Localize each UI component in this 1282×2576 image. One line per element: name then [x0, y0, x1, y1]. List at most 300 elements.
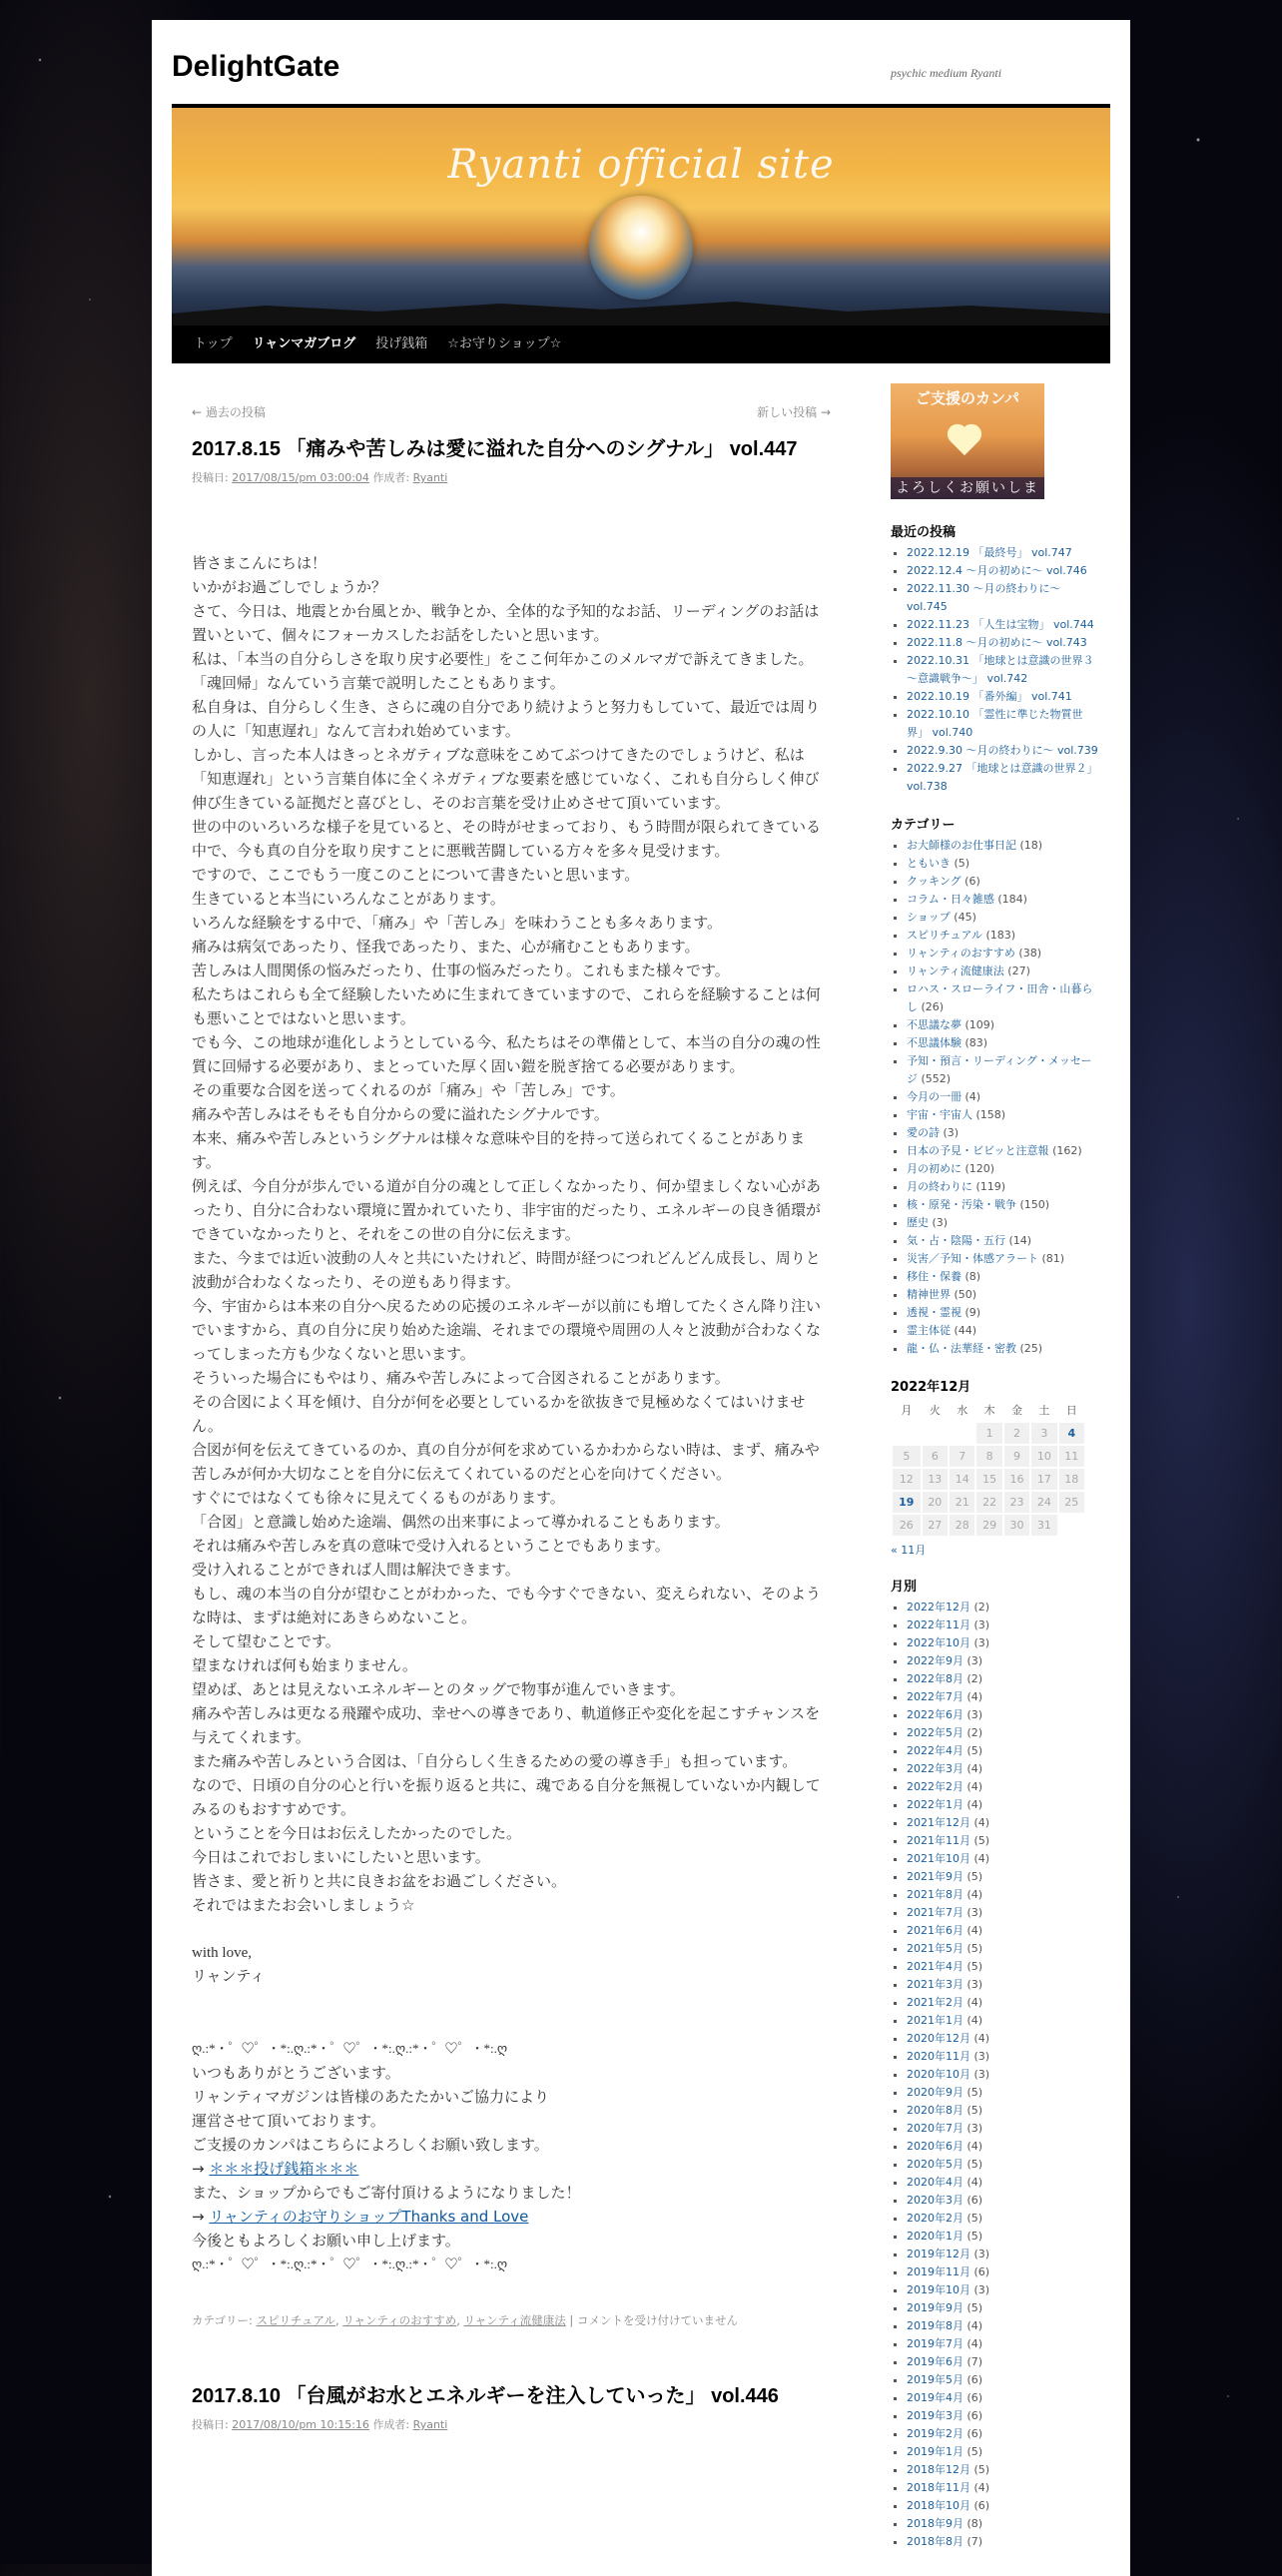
- paragraph: 苦しみは人間関係の悩みだったり、仕事の悩みだったり。これもまた様々です。: [192, 962, 730, 979]
- prev-post-link[interactable]: ← 過去の投稿: [192, 405, 266, 419]
- category-item: [907, 1034, 1100, 1052]
- paragraph: しかし、言った本人はきっとネガティブな意味をこめてぶつけてきたのでしょうけど、私は「知恵遅れ」という言葉自体に全くネガティブな要素を感じていなく、これも自分らしく伸び伸び生きている証拠だと喜びとし、そのお言葉を受け止めさせて頂いています。: [192, 746, 820, 812]
- crystal-ball-icon: [589, 196, 693, 300]
- archive-item: [907, 2497, 1100, 2515]
- archive-link[interactable]: 2020年5月: [907, 2158, 963, 2171]
- archive-item: [907, 1688, 1100, 1706]
- archive-item: [907, 2156, 1100, 2174]
- archive-count: (3): [973, 2248, 990, 2260]
- archive-count: (4): [966, 1780, 983, 1793]
- archive-link[interactable]: 2020年1月: [907, 2230, 963, 2243]
- recent-post-item: [907, 652, 1100, 688]
- archive-count: (5): [966, 2301, 983, 2314]
- category-link[interactable]: 霊主体従: [907, 1324, 951, 1337]
- post-categories: カテゴリー: スピリチュアル, リャンティのおすすめ, リャンティ流健康法 | コメントを受け付けていません: [192, 2313, 738, 2327]
- footer-line: リャンティマガジンは皆様のあたたかいご協力により: [192, 2088, 549, 2106]
- archive-count: (5): [966, 1960, 983, 1973]
- category-link[interactable]: 不思議な夢: [907, 1018, 962, 1031]
- calendar-day: 2: [1003, 1422, 1030, 1445]
- paragraph: また痛みや苦しみという合図は、「自分らしく生きるための愛の導き手」も担っています。: [192, 1752, 798, 1770]
- archive-count: (5): [966, 1942, 983, 1955]
- archive-item: [907, 1814, 1100, 1832]
- category-item: [907, 909, 1100, 927]
- post-date-link[interactable]: 2017/08/10/pm 10:15:16: [232, 2418, 369, 2431]
- category-link[interactable]: 予知・預言・リーディング・メッセージ: [907, 1054, 1092, 1085]
- archive-item: [907, 1796, 1100, 1814]
- calendar-weekday: 木: [983, 1404, 995, 1417]
- archive-link[interactable]: 2020年8月: [907, 2104, 963, 2117]
- archive-item: [907, 2299, 1100, 2317]
- archive-item: [907, 2515, 1100, 2533]
- recent-post-link[interactable]: 2022.10.19 「番外編」 vol.741: [907, 690, 1072, 703]
- calendar-day: 29: [975, 1514, 1002, 1537]
- archive-link[interactable]: 2022年7月: [907, 1690, 963, 1703]
- category-count: (6): [964, 875, 980, 888]
- category-link[interactable]: ロハス・スローライフ・田舎・山暮らし: [907, 982, 1093, 1013]
- archive-link[interactable]: 2018年12月: [907, 2463, 970, 2476]
- category-item: [907, 1088, 1100, 1106]
- calendar-day: 20: [922, 1491, 949, 1514]
- category-link[interactable]: 移住・保養: [907, 1270, 962, 1283]
- category-link[interactable]: ともいき: [907, 857, 951, 870]
- calendar-day: 1: [975, 1422, 1002, 1445]
- archive-link[interactable]: 2019年6月: [907, 2355, 963, 2368]
- paragraph: 例えば、今自分が歩んでいる道が自分の魂として正しくなかったり、何か望ましくない心があったり、自分に合わない環境に置かれていたり、非宇宙的だったり、エネルギーの良き循環ができていなかったりと、それをこの世の自分に伝えます。: [192, 1177, 822, 1243]
- archive-link[interactable]: 2020年7月: [907, 2122, 963, 2135]
- paragraph: 私自身は、自分らしく生き、さらに魂の自分であり続けようと努力もしていて、最近では周りの人に「知恵遅れ」なんて言われ始めています。: [192, 698, 821, 740]
- archive-count: (5): [966, 2445, 983, 2458]
- archive-link[interactable]: 2020年12月: [907, 2032, 970, 2045]
- category-link[interactable]: 歴史: [907, 1216, 929, 1229]
- category-count: (158): [975, 1108, 1006, 1121]
- shop-line: また、ショップからでもご寄付頂けるようになりました！: [192, 2184, 581, 2202]
- category-item: [907, 873, 1100, 891]
- archive-link[interactable]: 2022年5月: [907, 1726, 963, 1739]
- calendar-day: 30: [1003, 1514, 1030, 1537]
- recent-post-link[interactable]: 2022.12.19 「最終号」 vol.747: [907, 546, 1072, 559]
- archive-link[interactable]: 2021年8月: [907, 1888, 963, 1901]
- archive-count: (3): [973, 1618, 990, 1631]
- archive-link[interactable]: 2020年3月: [907, 2194, 963, 2207]
- archive-item: [907, 1958, 1100, 1976]
- archive-item: [907, 1599, 1100, 1616]
- archive-link[interactable]: 2020年6月: [907, 2140, 963, 2153]
- category-link[interactable]: クッキング: [907, 875, 962, 888]
- archive-link[interactable]: 2020年11月: [907, 2050, 970, 2063]
- category-count: (120): [964, 1162, 995, 1175]
- archive-link[interactable]: 2019年11月: [907, 2265, 970, 2278]
- category-item: [907, 1160, 1100, 1178]
- category-item: [907, 1286, 1100, 1304]
- archive-count: (4): [966, 2319, 983, 2332]
- paragraph: ということを今日はお伝えしたかったのでした。: [192, 1824, 522, 1842]
- archive-count: (4): [966, 1798, 983, 1811]
- archive-item: [907, 2066, 1100, 2084]
- calendar-day: 9: [1003, 1445, 1030, 1468]
- recent-post-link[interactable]: 2022.11.8 ～月の初めに～ vol.743: [907, 636, 1087, 649]
- archive-link[interactable]: 2021年6月: [907, 1924, 963, 1937]
- archive-link[interactable]: 2019年5月: [907, 2373, 963, 2386]
- calendar-day: 7: [949, 1445, 975, 1468]
- meta-author-label: 作成者:: [372, 2418, 410, 2431]
- category-count: (5): [954, 857, 970, 870]
- calendar-day: 25: [1058, 1491, 1085, 1514]
- category-count: (9): [964, 1306, 981, 1319]
- arrow-prefix: →: [192, 2208, 205, 2226]
- category-count: (8): [964, 1270, 981, 1283]
- calendar-weekday: 月: [901, 1404, 913, 1417]
- archive-count: (6): [966, 2427, 983, 2440]
- archive-link[interactable]: 2019年4月: [907, 2391, 963, 2404]
- archive-item: [907, 2048, 1100, 2066]
- archive-item: [907, 1922, 1100, 1940]
- archive-item: [907, 1976, 1100, 1994]
- category-item: [907, 1052, 1100, 1088]
- archive-count: (4): [966, 1924, 983, 1937]
- archive-count: (8): [966, 2517, 983, 2530]
- category-count: (162): [1052, 1144, 1082, 1157]
- category-item: [907, 1304, 1100, 1322]
- category-link[interactable]: リャンティのおすすめ: [907, 947, 1015, 960]
- paragraph: 世の中のいろいろな様子を見ていると、その時がせまっており、もう時間が限られてきている中で、今も真の自分を取り戻すことに悪戦苦闘している方々を多々見受けます。: [192, 818, 822, 860]
- category-count: (150): [1019, 1198, 1050, 1211]
- archive-item: [907, 2030, 1100, 2048]
- recent-posts-title: 最近の投稿: [891, 525, 957, 540]
- archive-count: (6): [966, 2373, 983, 2386]
- archive-count: (3): [966, 2122, 983, 2135]
- post-body: [192, 551, 831, 2276]
- paragraph: 今、宇宙からは本来の自分へ戻るための応援のエネルギーが以前にも増してたくさん降り注いでいますから、真の自分に戻り始めた途端、それまでの環境や周囲の人々と波動が合わなくなってしまった方も少なくないと思います。: [192, 1297, 822, 1363]
- categories-label: カテゴリー:: [192, 2313, 253, 2327]
- category-count: (14): [1008, 1234, 1032, 1247]
- archive-link[interactable]: 2020年2月: [907, 2212, 963, 2225]
- calendar-day: 10: [1030, 1445, 1057, 1468]
- recent-post-link[interactable]: 2022.11.23 「人生は宝物」 vol.744: [907, 618, 1094, 631]
- archive-link[interactable]: 2022年9月: [907, 1654, 963, 1667]
- archive-count: (2): [966, 1726, 983, 1739]
- category-item: [907, 1268, 1100, 1286]
- paragraph: 「合図」と意識し始めた途端、偶然の出来事によって導かれることもあります。: [192, 1513, 730, 1531]
- archive-link[interactable]: 2019年12月: [907, 2248, 970, 2260]
- archive-item: [907, 1634, 1100, 1652]
- archive-link[interactable]: 2022年4月: [907, 1744, 963, 1757]
- post-title[interactable]: 2017.8.15 「痛みや苦しみは愛に溢れた自分へのシグナル」 vol.447: [192, 438, 798, 460]
- archive-link[interactable]: 2021年5月: [907, 1942, 963, 1955]
- calendar-day: 11: [1058, 1445, 1085, 1468]
- archive-link[interactable]: 2021年3月: [907, 1978, 963, 1991]
- paragraph: 生きていると本当にいろんなことがあります。: [192, 890, 505, 908]
- calendar-empty-cell: [922, 1422, 949, 1445]
- archive-item: [907, 1832, 1100, 1850]
- archive-count: (3): [973, 1636, 990, 1649]
- category-count: (3): [932, 1216, 949, 1229]
- archive-link[interactable]: 2021年10月: [907, 1852, 970, 1865]
- archive-link[interactable]: 2020年10月: [907, 2068, 970, 2081]
- footer-line: ご支援のカンパはこちらによろしくお願い致します。: [192, 2136, 549, 2154]
- archive-item: [907, 2174, 1100, 2192]
- archive-item: [907, 1886, 1100, 1904]
- archive-item: [907, 2138, 1100, 2156]
- archive-count: (6): [973, 2265, 990, 2278]
- archive-count: (4): [973, 2481, 990, 2494]
- calendar-prev-month-link[interactable]: « 11月: [891, 1544, 927, 1557]
- category-link[interactable]: 龍・仏・法華経・密教: [907, 1342, 1016, 1355]
- archive-link[interactable]: 2022年2月: [907, 1780, 963, 1793]
- paragraph: 本来、痛みや苦しみというシグナルは様々な意味や目的を持って送られてくることがあります。: [192, 1129, 805, 1171]
- recent-post-link[interactable]: 2022.10.31 「地球とは意識の世界３～意識戦争～」 vol.742: [907, 654, 1094, 685]
- category-link[interactable]: コラム・日々雑感: [907, 893, 994, 906]
- calendar-day: 5: [892, 1445, 922, 1468]
- archive-item: [907, 1742, 1100, 1760]
- post-date-link[interactable]: 2017/08/15/pm 03:00:04: [232, 471, 369, 484]
- archive-count: (5): [966, 2212, 983, 2225]
- archive-link[interactable]: 2021年7月: [907, 1906, 963, 1919]
- post-title[interactable]: 2017.8.10 「台風がお水とエネルギーを注入していった」 vol.446: [192, 2385, 779, 2407]
- archive-item: [907, 2371, 1100, 2389]
- calendar-day: 13: [922, 1468, 949, 1491]
- archive-link[interactable]: 2020年4月: [907, 2176, 963, 2189]
- archive-link[interactable]: 2018年8月: [907, 2535, 963, 2548]
- category-link[interactable]: 宇宙・宇宙人: [907, 1108, 972, 1121]
- category-item: [907, 980, 1100, 1016]
- archive-link[interactable]: 2021年4月: [907, 1960, 963, 1973]
- post-author-link[interactable]: Ryanti: [412, 2418, 448, 2431]
- archive-item: [907, 2228, 1100, 2246]
- recent-post-link[interactable]: 2022.10.10 「霊性に準じた物質世界」 vol.740: [907, 708, 1083, 739]
- archive-count: (4): [966, 2176, 983, 2189]
- archive-link[interactable]: 2021年11月: [907, 1834, 970, 1847]
- calendar-weekday: 水: [957, 1404, 968, 1417]
- category-link[interactable]: 月の終わりに: [907, 1180, 972, 1193]
- categories-widget: [891, 814, 1100, 1358]
- nav-item-blog[interactable]: リャンマガブログ: [252, 336, 356, 351]
- archive-link[interactable]: 2019年9月: [907, 2301, 963, 2314]
- archive-count: (6): [966, 2409, 983, 2422]
- category-count: (38): [1018, 947, 1041, 960]
- recent-post-item: [907, 760, 1100, 796]
- archive-link[interactable]: 2019年7月: [907, 2337, 963, 2350]
- archive-item: [907, 2353, 1100, 2371]
- archive-count: (4): [966, 2337, 983, 2350]
- archive-link[interactable]: 2019年3月: [907, 2409, 963, 2422]
- archive-count: (4): [966, 1996, 983, 2009]
- category-link[interactable]: 透視・霊視: [907, 1306, 962, 1319]
- archive-count: (2): [966, 1672, 983, 1685]
- paragraph: いかがお過ごしでしょうか？: [192, 578, 387, 596]
- donation-banner-title: ご支援のカンパ: [916, 389, 1019, 407]
- category-item: [907, 1142, 1100, 1160]
- donation-banner[interactable]: [891, 383, 1044, 518]
- main-content: [192, 403, 831, 2432]
- calendar-day: 23: [1003, 1491, 1030, 1514]
- archive-link[interactable]: 2022年3月: [907, 1762, 963, 1775]
- archive-link[interactable]: 2021年1月: [907, 2014, 963, 2027]
- archive-count: (3): [973, 2050, 990, 2063]
- category-link[interactable]: スピリチュアル: [256, 2313, 336, 2327]
- main-nav: [172, 325, 1110, 363]
- category-link[interactable]: 愛の詩: [907, 1126, 940, 1139]
- nav-item-donation[interactable]: 投げ銭箱: [375, 336, 428, 351]
- nav-item-top[interactable]: トップ: [194, 336, 233, 351]
- paragraph: 私たちはこれらも全て経験したいために生まれてきていますので、これらを経験することは何も悪いことではないと思います。: [192, 985, 821, 1027]
- category-item: [907, 1250, 1100, 1268]
- paragraph: それではまたお会いしましょう☆: [192, 1896, 415, 1914]
- category-link[interactable]: 災害／予知・体感アラート: [907, 1252, 1038, 1265]
- calendar: [891, 1376, 1086, 1538]
- decoration-line: ღ.:*・゜♡゜・*:.ღ.:*・゜♡゜・*:.ღ.:*・゜♡゜・*:.ღ: [192, 2041, 508, 2056]
- archive-item: [907, 1652, 1100, 1670]
- archive-item: [907, 2317, 1100, 2335]
- archive-item: [907, 1706, 1100, 1724]
- archive-link[interactable]: 2022年11月: [907, 1618, 970, 1631]
- calendar-empty-cell: [1058, 1514, 1085, 1537]
- categories-list: [891, 837, 1100, 1358]
- calendar-empty-cell: [892, 1422, 922, 1445]
- category-item: [907, 1214, 1100, 1232]
- paragraph: 受け入れることができれば人間は解決できます。: [192, 1561, 520, 1579]
- archive-count: (4): [966, 1690, 983, 1703]
- paragraph: でも今、この地球が進化しようとしている今、私たちはその準備として、本当の自分の魂の性質に回帰する必要があり、まとっていた厚く固い鎧を脱ぎ捨てる必要があります。: [192, 1033, 821, 1075]
- recent-post-link[interactable]: 2022.12.4 ～月の初めに～ vol.746: [907, 564, 1087, 577]
- archive-count: (3): [973, 2283, 990, 2296]
- category-link[interactable]: スピリチュアル: [907, 929, 983, 942]
- calendar-day: 18: [1058, 1468, 1085, 1491]
- category-link[interactable]: 月の初めに: [907, 1162, 962, 1175]
- archive-link[interactable]: 2022年1月: [907, 1798, 963, 1811]
- category-link[interactable]: 今月の一冊: [907, 1090, 962, 1103]
- archive-item: [907, 1760, 1100, 1778]
- paragraph: また、今までは近い波動の人々と共にいたけれど、時間が経つにつれどんどん成長し、周りと波動が合わなくなったり、その逆もあり得ます。: [192, 1249, 821, 1291]
- paragraph: さて、今日は、地震とか台風とか、戦争とか、全体的な予知的なお話、リーディングのお話は置いといて、個々にフォーカスしたお話をしたいと思います。: [192, 602, 820, 644]
- footer-line: 運営させて頂いております。: [192, 2112, 385, 2130]
- archive-item: [907, 2192, 1100, 2210]
- category-link[interactable]: 核・原発・汚染・戦争: [907, 1198, 1016, 1211]
- archive-link[interactable]: 2021年12月: [907, 1816, 970, 1829]
- paragraph: 「魂回帰」なんていう言葉で説明したこともあります。: [192, 674, 565, 692]
- post-article: [192, 2382, 831, 2432]
- category-link[interactable]: リャンティ流健康法: [907, 965, 1004, 977]
- paragraph: そして望むことです。: [192, 1632, 340, 1650]
- archive-count: (3): [966, 1708, 983, 1721]
- category-link[interactable]: リャンティのおすすめ: [342, 2313, 457, 2327]
- meta-posted-label: 投稿日:: [192, 471, 229, 484]
- archive-link[interactable]: 2018年10月: [907, 2499, 970, 2512]
- archive-link[interactable]: 2018年9月: [907, 2517, 963, 2530]
- paragraph: ですので、ここでもう一度このことについて書きたいと思います。: [192, 866, 640, 884]
- category-count: (81): [1041, 1252, 1065, 1265]
- archive-item: [907, 2012, 1100, 2030]
- calendar-caption: 2022年12月: [891, 1380, 971, 1395]
- categories-title: カテゴリー: [891, 818, 956, 833]
- post-meta: [192, 2416, 831, 2432]
- archive-link[interactable]: 2020年9月: [907, 2086, 963, 2099]
- archive-link[interactable]: 2018年11月: [907, 2481, 970, 2494]
- recent-post-link[interactable]: 2022.9.30 ～月の終わりに～ vol.739: [907, 744, 1098, 757]
- archive-count: (4): [973, 1816, 990, 1829]
- closing-line: with love,: [192, 1945, 252, 1961]
- archive-link[interactable]: 2019年10月: [907, 2283, 970, 2296]
- recent-post-link[interactable]: 2022.9.27 「地球とは意識の世界２」 vol.738: [907, 762, 1098, 793]
- archive-count: (2): [973, 1601, 990, 1613]
- nav-item-shop[interactable]: ☆お守りショップ☆: [447, 336, 562, 351]
- decoration-line: ღ.:*・゜♡゜・*:.ღ.:*・゜♡゜・*:.ღ.:*・゜♡゜・*:.ღ: [192, 2256, 508, 2271]
- archive-item: [907, 2335, 1100, 2353]
- paragraph: 皆さま、愛と祈りと共に良きお盆をお過ごしください。: [192, 1872, 567, 1890]
- archive-link[interactable]: 2019年8月: [907, 2319, 963, 2332]
- calendar-day: 17: [1030, 1468, 1057, 1491]
- archive-count: (4): [966, 1762, 983, 1775]
- category-count: (183): [985, 929, 1016, 942]
- archive-count: (6): [966, 2194, 983, 2207]
- archive-count: (3): [966, 1978, 983, 1991]
- calendar-day: 27: [922, 1514, 949, 1537]
- archive-link[interactable]: 2022年12月: [907, 1601, 970, 1613]
- category-item: [907, 1232, 1100, 1250]
- archive-count: (3): [966, 1906, 983, 1919]
- archive-item: [907, 1724, 1100, 1742]
- calendar-widget: [891, 1376, 1100, 1558]
- donation-box-link[interactable]: ＊＊＊投げ銭箱＊＊＊: [209, 2160, 359, 2178]
- calendar-day: 21: [949, 1491, 975, 1514]
- paragraph: 痛みや苦しみは更なる飛躍や成功、幸せへの導きであり、軌道修正や変化を起こすチャンスを与えてくれます。: [192, 1704, 821, 1746]
- category-link[interactable]: ショップ: [907, 911, 951, 924]
- archive-link[interactable]: 2022年8月: [907, 1672, 963, 1685]
- archive-item: [907, 2407, 1100, 2425]
- category-link[interactable]: 日本の予見・ビビッと注意報: [907, 1144, 1049, 1157]
- category-link[interactable]: 不思議体験: [907, 1036, 962, 1049]
- archive-count: (4): [966, 2014, 983, 2027]
- category-link[interactable]: リャンティ流健康法: [463, 2313, 566, 2327]
- calendar-day: 16: [1003, 1468, 1030, 1491]
- shop-link[interactable]: リャンティのお守りショップThanks and Love: [209, 2208, 529, 2226]
- recent-post-link[interactable]: 2022.11.30 ～月の終わりに～ vol.745: [907, 582, 1061, 613]
- meta-posted-label: 投稿日:: [192, 2418, 229, 2431]
- next-post-link[interactable]: 新しい投稿 →: [757, 405, 831, 419]
- category-link[interactable]: 精神世界: [907, 1288, 951, 1301]
- calendar-day[interactable]: 19: [892, 1491, 922, 1514]
- post-author-link[interactable]: Ryanti: [412, 471, 448, 484]
- category-item: [907, 1322, 1100, 1340]
- calendar-weekday: 金: [1010, 1404, 1022, 1417]
- category-link[interactable]: お大師様のお仕事日記: [907, 839, 1016, 852]
- calendar-day: 8: [975, 1445, 1002, 1468]
- archive-link[interactable]: 2019年1月: [907, 2445, 963, 2458]
- archive-item: [907, 2281, 1100, 2299]
- archive-link[interactable]: 2022年6月: [907, 1708, 963, 1721]
- calendar-day[interactable]: 4: [1058, 1422, 1085, 1445]
- archive-item: [907, 1868, 1100, 1886]
- category-item: [907, 945, 1100, 963]
- post-meta: [192, 469, 831, 485]
- category-item: [907, 855, 1100, 873]
- archive-link[interactable]: 2022年10月: [907, 1636, 970, 1649]
- archive-link[interactable]: 2021年2月: [907, 1996, 963, 2009]
- archive-count: (5): [966, 1870, 983, 1883]
- category-count: (109): [964, 1018, 995, 1031]
- category-link[interactable]: 気・占・陰陽・五行: [907, 1234, 1005, 1247]
- header-banner-image: [172, 104, 1110, 329]
- category-count: (26): [921, 1000, 945, 1013]
- category-item: [907, 963, 1100, 980]
- paragraph: その合図によく耳を傾け、自分が何を必要としているかを欲抜きで見極めなくてはいけません。: [192, 1393, 806, 1435]
- paragraph: すぐにではなくても徐々に見えてくるものがあります。: [192, 1489, 565, 1507]
- archive-link[interactable]: 2019年2月: [907, 2427, 963, 2440]
- site-title[interactable]: DelightGate: [172, 50, 340, 83]
- category-item: [907, 837, 1100, 855]
- paragraph: 今日はこれでおしまいにしたいと思います。: [192, 1848, 490, 1866]
- category-item: [907, 1178, 1100, 1196]
- archive-link[interactable]: 2021年9月: [907, 1870, 963, 1883]
